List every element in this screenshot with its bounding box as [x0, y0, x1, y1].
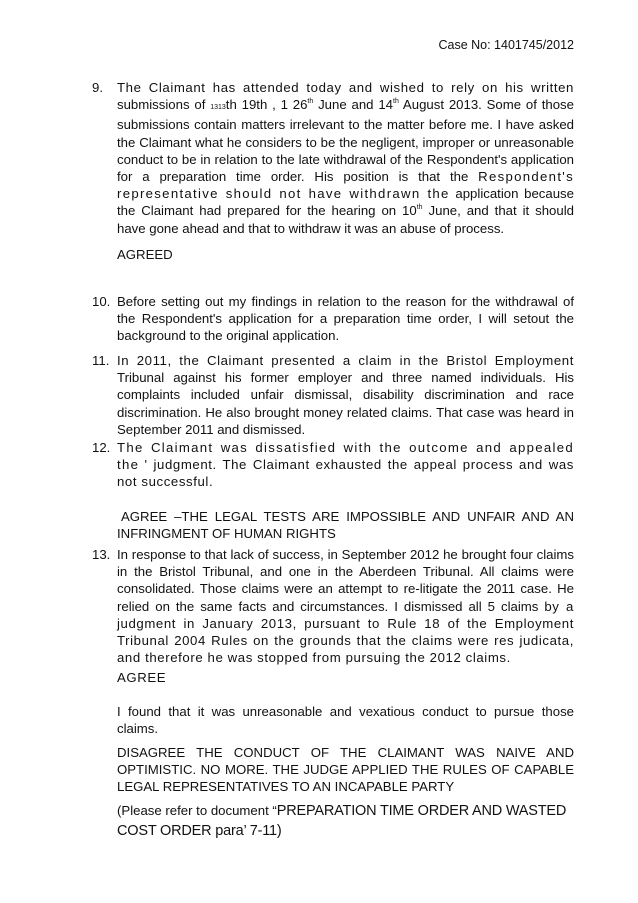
paragraph-text: The Claimant has attended today and wished to rely on his written: [117, 80, 574, 95]
paragraph-12: 12. The Claimant was dissatisfied with the outcome and appealed the ' judgment. The Claimant exhausted the appeal process and was not successful.: [92, 440, 574, 490]
paragraph-number: 10.: [92, 294, 111, 309]
paragraph-text: In response to that lack of success, in September 2012 he brought four claims in the Bristol Tribunal, and one in the Aberdeen Tribunal. All claims were consolidated. Those claims were an attempt to re-litigate the 2011 case. He relied on the same facts and circumstances. I dismissed all 5 claims: [117, 547, 574, 614]
paragraph-text: The Claimant was dissatisfied with the outcome and appealed the: [117, 440, 574, 473]
paragraph-9: 9. The Claimant has attended today and wished to rely on his written submissions of 1313th 19th , 1 26th June and 14th August 2013. Some of those submissions contain matters irrelevant to the matter before me. I have asked the Claimant what he considers to be the negligent, improper or unreasonable conduct to be in relation to the late withdrawal of the Respondent's application for a preparation time order. His position is that the Respondent's representative should not have withdrawn the application because the Claimant had prepared for the hearing on 10th June, and that it should have gone ahead and that to withdraw it was an abuse of process.: [92, 80, 574, 236]
paragraph-text: Before setting out my findings in relation to the reason for the withdrawal of the Respondent's application for a preparation time order, I will setout the background to the original application.: [117, 294, 574, 344]
response-agree-legal-tests: AGREE –THE LEGAL TESTS ARE IMPOSSIBLE AND UNFAIR AND AN INFRINGMENT OF HUMAN RIGHTS: [117, 509, 574, 542]
paragraph-11: 11. In 2011, the Claimant presented a claim in the Bristol Employment Tribunal against his former employer and three named individuals. His complaints included unfair dismissal, disability discrimination and race discrimination. He also brought money related claims. That case was heard in September 2011 and dismissed.: [92, 353, 574, 437]
response-agree: AGREE: [117, 670, 167, 685]
response-agreed: AGREED: [117, 247, 173, 262]
document-reference: (Please refer to document “PREPARATION TIME ORDER AND WASTED COST ORDER para’ 7-11): [117, 803, 567, 839]
paragraph-number: 11.: [92, 353, 110, 368]
case-number: Case No: 1401745/2012: [438, 38, 574, 52]
paragraph-10: [92, 293, 574, 345]
paragraph-number: 12.: [92, 440, 111, 455]
response-disagree: DISAGREE THE CONDUCT OF THE CLAIMANT WAS NAIVE AND OPTIMISTIC. NO MORE. THE JUDGE APPLIED THE RULES OF CAPABLE LEGAL REPRESENTATIVES TO AN INCAPABLE PARTY: [117, 745, 574, 795]
paragraph-number: 13.: [92, 547, 111, 562]
reference-document-title: PREPARATION TIME ORDER AND WASTED COST ORDER para’ 7-11): [117, 803, 567, 839]
paragraph-13: 13. In response to that lack of success, in September 2012 he brought four claims in the Bristol Tribunal, and one in the Aberdeen Tribunal. All claims were consolidated. Those claims were an attempt to re-litigate the 2011 case. He relied on the same facts and circumstances. I dismissed all 5 claims by a judgment in January 2013, pursuant to Rule 18 of the Employment Tribunal 2004 Rules on the grounds that the claims were res judicata, and therefore he was stopped from pursuing the 2012 claims.: [92, 547, 574, 666]
paragraph-text: In 2011, the Claimant presented a claim in the Bristol Employment: [117, 353, 574, 368]
paragraph-number: 9.: [92, 80, 103, 95]
finding-text: I found that it was unreasonable and vexatious conduct to pursue those claims.: [117, 704, 574, 737]
